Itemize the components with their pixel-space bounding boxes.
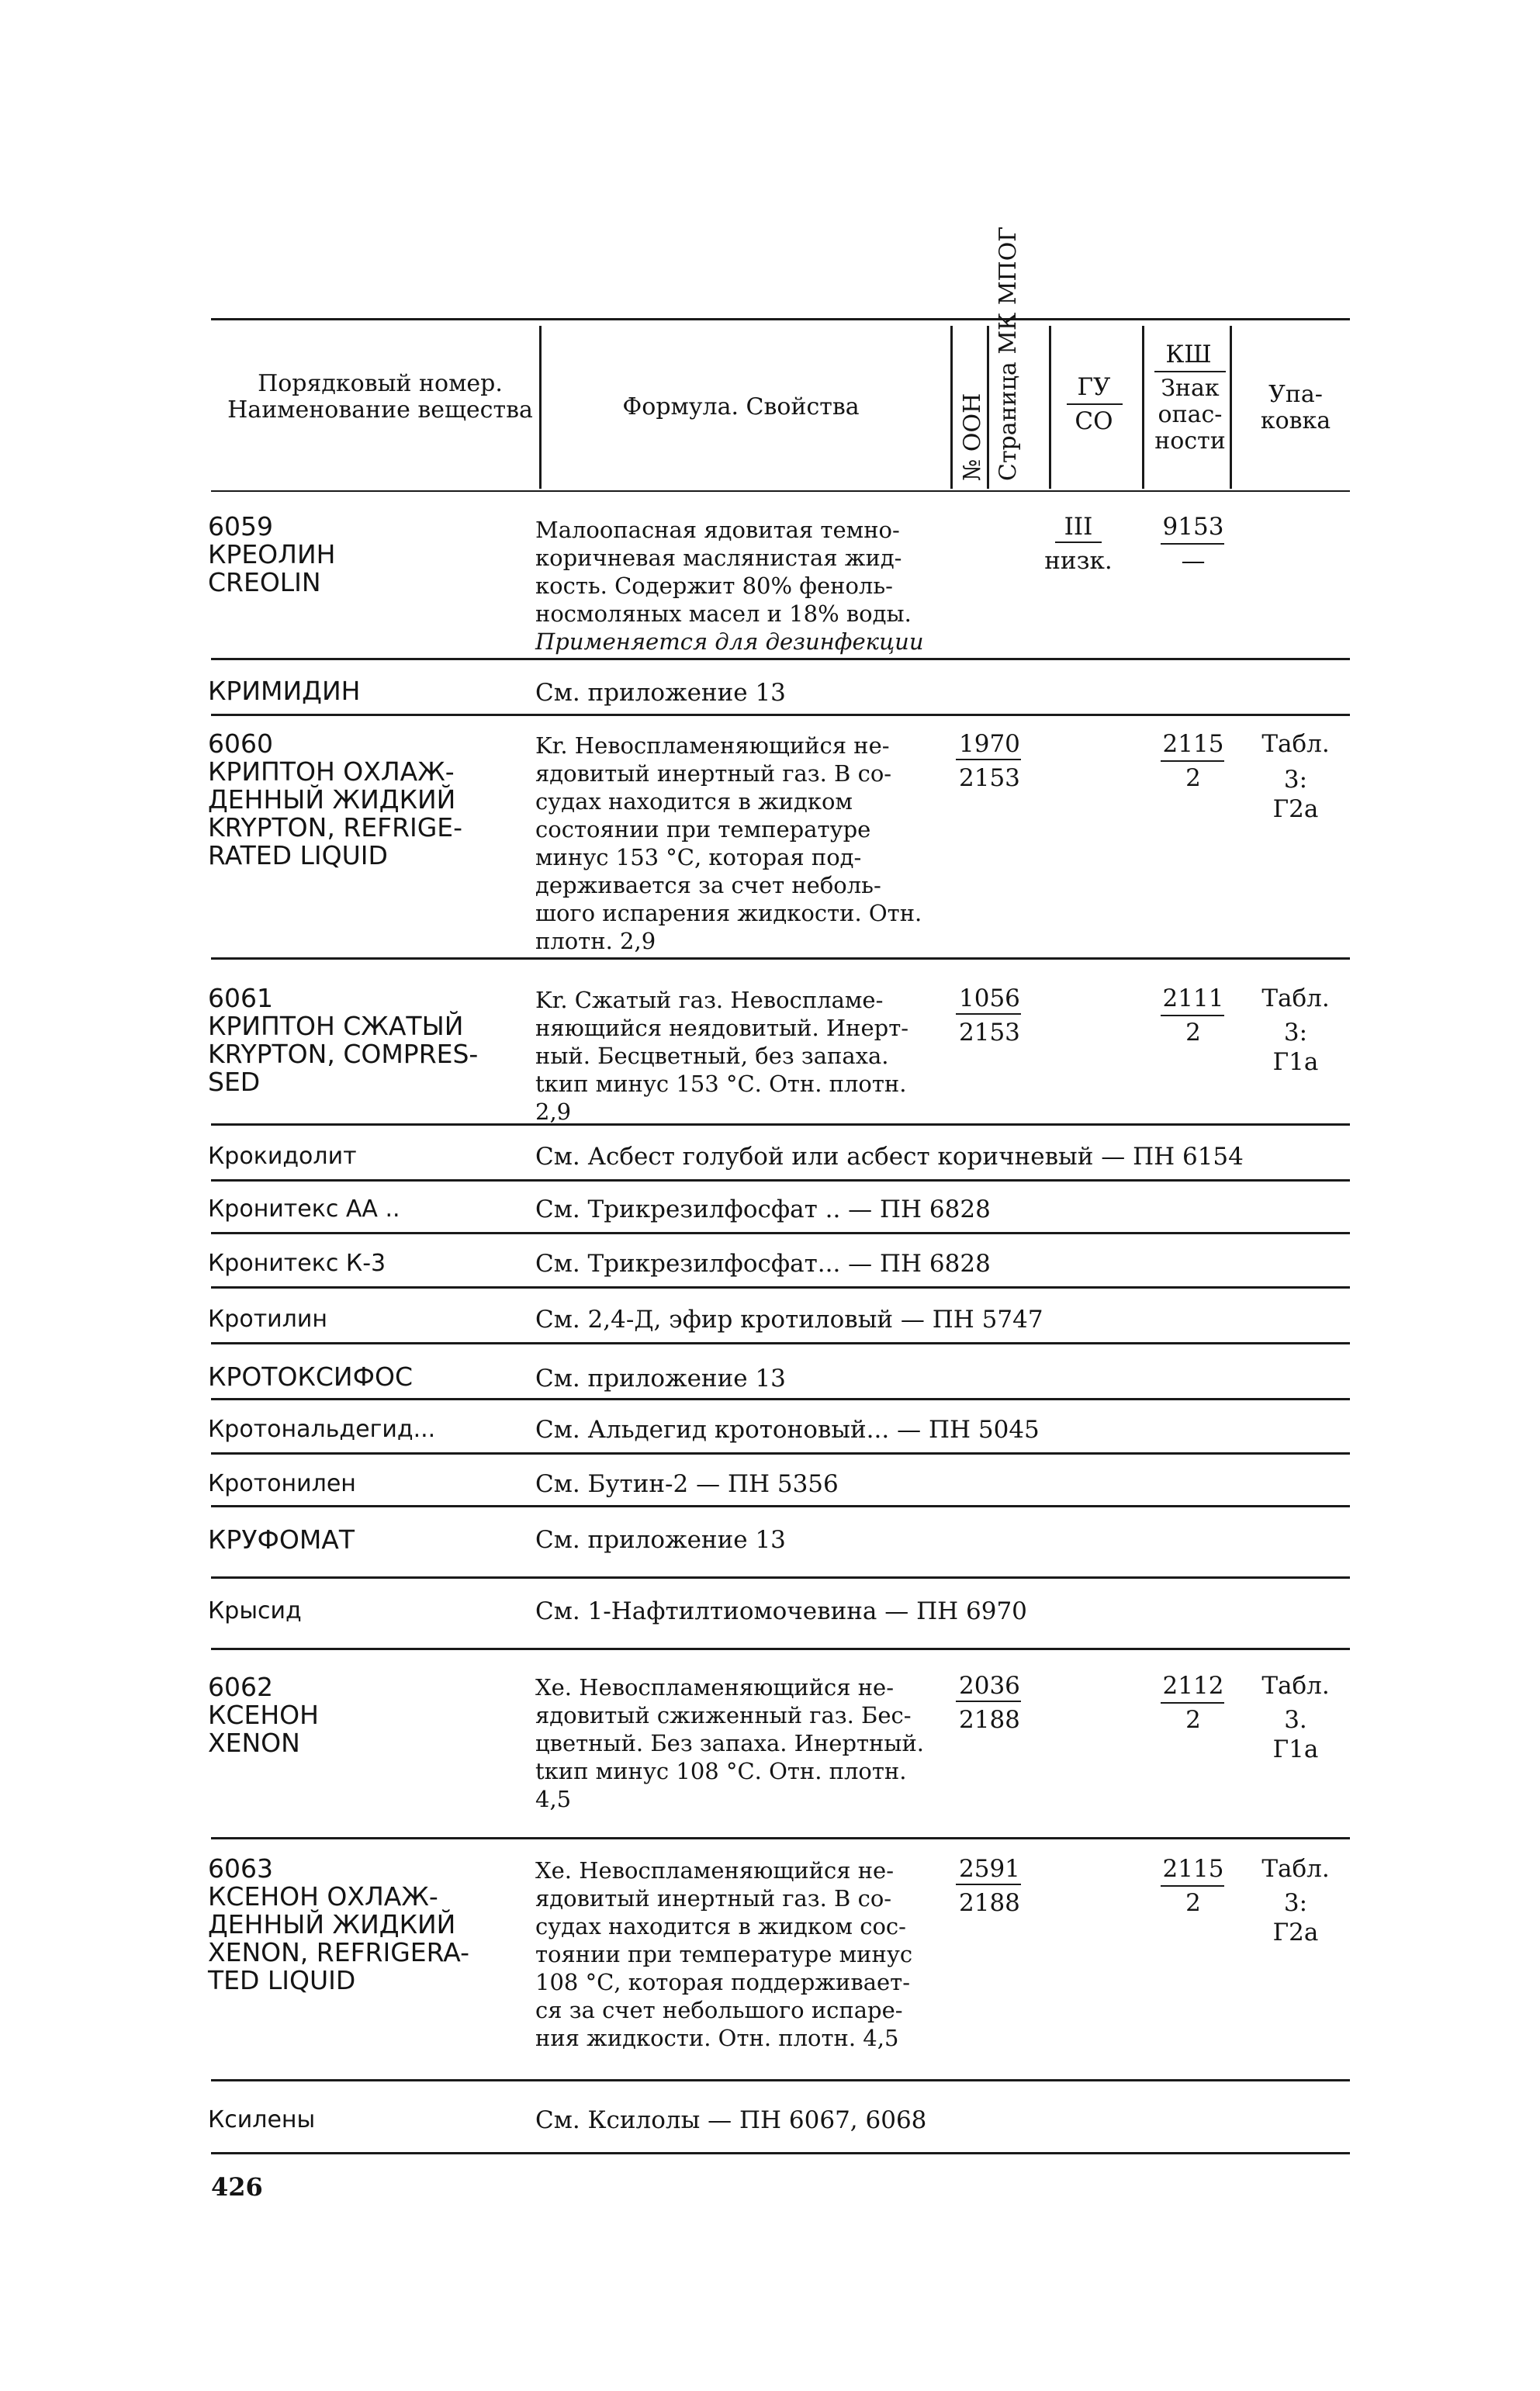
entry-name: TED LIQUID <box>208 1965 356 1995</box>
row-rule <box>211 714 1350 716</box>
ref-text: См. Бутин-2 — ПН 5356 <box>535 1470 839 1498</box>
frac-rule <box>1055 542 1102 543</box>
ref-name: Кронитекс К-3 <box>208 1250 386 1277</box>
entry-props-line: цветный. Без запаха. Инертный. <box>535 1730 925 1756</box>
entry-props-line: кость. Содержит 80% феноль- <box>535 573 893 599</box>
entry-props-line: ный. Бесцветный, без запаха. <box>535 1043 889 1069</box>
header-col-gu: ГУ <box>1077 373 1111 401</box>
entry-name: SED <box>208 1067 261 1097</box>
entry-name: КРИПТОН ОХЛАЖ- <box>208 756 455 787</box>
entry-ksh: 2112 <box>1162 1672 1224 1700</box>
row-rule <box>211 1286 1350 1289</box>
entry-znak: 2 <box>1185 764 1201 792</box>
entry-id: 6061 <box>208 983 273 1013</box>
ref-text: См. Альдегид кротоновый... — ПН 5045 <box>535 1416 1040 1444</box>
entry-pack: Г1а <box>1272 1735 1319 1763</box>
entry-props-line: Kr. Сжатый газ. Невоспламе- <box>535 987 884 1013</box>
header-divider <box>1142 326 1144 489</box>
entry-props-line: минус 153 °С, которая под- <box>535 844 862 870</box>
header-divider <box>987 326 989 489</box>
entry-props-line: судах находится в жидком сос- <box>535 1913 906 1939</box>
entry-znak: 2 <box>1185 1019 1201 1047</box>
header-col-ksh: КШ <box>1165 341 1212 369</box>
ref-name: КРИМИДИН <box>208 676 361 706</box>
entry-pack: 3. <box>1284 1706 1307 1734</box>
frac-rule <box>1161 1885 1224 1887</box>
frac-rule <box>1161 1702 1224 1704</box>
entry-pack: Табл. <box>1261 1672 1330 1700</box>
entry-pack: Г2а <box>1272 1919 1319 1946</box>
ref-name: Ксилены <box>208 2106 316 2133</box>
header-divider <box>1049 326 1051 489</box>
entry-page: 2188 <box>959 1706 1020 1734</box>
entry-page: 2153 <box>959 764 1020 792</box>
entry-props-line: Xe. Невоспламеняющийся не- <box>535 1857 895 1884</box>
ref-name: КРУФОМАТ <box>208 1524 355 1555</box>
header-bottom-rule <box>211 490 1350 492</box>
frac-rule <box>956 1013 1021 1015</box>
row-rule <box>211 1398 1350 1400</box>
entry-name: КСЕНОН ОХЛАЖ- <box>208 1881 438 1912</box>
ref-text: См. 1-Нафтилтиомочевина — ПН 6970 <box>535 1597 1027 1625</box>
entry-props-line: Kr. Невоспламеняющийся не- <box>535 732 890 759</box>
entry-props-line: ядовитый инертный газ. В со- <box>535 760 892 787</box>
entry-pack: Г2а <box>1272 795 1319 823</box>
entry-gu: III <box>1064 513 1093 541</box>
entry-props-line: Малоопасная ядовитая темно- <box>535 517 900 543</box>
entry-name: КСЕНОН <box>208 1700 319 1730</box>
header-divider <box>539 326 542 489</box>
ref-name: КРОТОКСИФОС <box>208 1362 414 1392</box>
header-divider <box>1230 326 1232 489</box>
ref-text: См. Ксилолы — ПН 6067, 6068 <box>535 2106 927 2134</box>
ref-name: Кротилин <box>208 1306 327 1333</box>
entry-name: ДЕННЫЙ ЖИДКИЙ <box>208 1909 456 1939</box>
entry-props-line: ядовитый инертный газ. В со- <box>535 1885 892 1912</box>
row-rule <box>211 1576 1350 1579</box>
frac-rule <box>1161 543 1224 545</box>
header-divider <box>950 326 953 489</box>
entry-id: 6060 <box>208 728 273 759</box>
entry-ksh: 2111 <box>1162 984 1224 1012</box>
entry-id: 6063 <box>208 1853 273 1884</box>
frac-rule <box>956 1884 1021 1885</box>
row-rule <box>211 1648 1350 1650</box>
ref-name: Кротонилен <box>208 1470 356 1497</box>
row-rule <box>211 1837 1350 1839</box>
entry-props-line: носмоляных масел и 18% воды. <box>535 600 912 627</box>
row-rule <box>211 1452 1350 1455</box>
header-frac-rule <box>1067 403 1123 405</box>
entry-oon: 1970 <box>959 730 1020 758</box>
entry-pack: 3: <box>1283 1019 1308 1047</box>
row-rule <box>211 1232 1350 1234</box>
row-rule <box>211 2152 1350 2154</box>
entry-props-line: 108 °С, которая поддерживает- <box>535 1969 911 1995</box>
entry-props-line: шого испарения жидкости. Отн. <box>535 900 922 926</box>
ref-name: Крысид <box>208 1597 302 1625</box>
ref-text: См. 2,4-Д, эфир кротиловый — ПН 5747 <box>535 1306 1043 1334</box>
entry-props-line: Xe. Невоспламеняющийся не- <box>535 1674 895 1701</box>
top-rule <box>211 318 1350 320</box>
entry-ksh: 2115 <box>1162 730 1224 758</box>
frac-rule <box>956 1701 1021 1702</box>
header-col-pack: Упа- ковка <box>1260 381 1331 434</box>
row-rule <box>211 1342 1350 1344</box>
header-col-formula: Формула. Свойства <box>622 393 860 420</box>
entry-props-line: тоянии при температуре минус <box>535 1941 913 1967</box>
header-col-oon: № ООН <box>959 393 986 481</box>
entry-pack: 3: <box>1283 1889 1308 1917</box>
entry-props-line: держивается за счет неболь- <box>535 872 881 898</box>
entry-page: 2188 <box>959 1889 1020 1917</box>
entry-oon: 2591 <box>959 1855 1020 1883</box>
ref-text: См. Трикрезилфосфат .. — ПН 6828 <box>535 1196 991 1223</box>
entry-props-line: tкип минус 153 °С. Отн. плотн. <box>535 1071 907 1097</box>
entry-props-line: коричневая маслянистая жид- <box>535 545 902 571</box>
ref-text: См. приложение 13 <box>535 679 786 707</box>
ref-text: См. приложение 13 <box>535 1365 786 1393</box>
entry-props-line: Применяется для дезинфекции <box>535 628 924 655</box>
frac-rule <box>956 759 1021 760</box>
entry-name-en: CREOLIN <box>208 567 321 597</box>
row-rule <box>211 2079 1350 2081</box>
row-rule <box>211 957 1350 960</box>
frac-rule <box>1161 1015 1224 1016</box>
entry-name-ru: КРЕОЛИН <box>208 539 336 569</box>
entry-pack: Табл. <box>1261 1855 1330 1883</box>
page-number: 426 <box>211 2172 263 2202</box>
entry-props-line: 4,5 <box>535 1786 572 1812</box>
ref-name: Крокидолит <box>208 1143 357 1170</box>
ref-text: См. приложение 13 <box>535 1526 786 1554</box>
entry-props-line: tкип минус 108 °С. Отн. плотн. <box>535 1758 907 1784</box>
header-col-co: СО <box>1075 407 1113 435</box>
entry-ksh: 9153 <box>1162 513 1224 541</box>
entry-znak: 2 <box>1185 1889 1201 1917</box>
entry-name: XENON, REFRIGERA- <box>208 1937 469 1967</box>
entry-page: 2153 <box>959 1019 1020 1047</box>
ref-text: См. Асбест голубой или асбест коричневый — ПН 6154 <box>535 1143 1244 1171</box>
entry-props-line: судах находится в жидком <box>535 788 853 815</box>
entry-props-line: ся за счет небольшого испаре- <box>535 1997 903 2023</box>
header-col-page: Страница МК МПОГ <box>995 226 1022 481</box>
entry-pack: Г1а <box>1272 1048 1319 1076</box>
entry-props-line: няющийся неядовитый. Инерт- <box>535 1015 909 1041</box>
entry-ksh: 2115 <box>1162 1855 1224 1883</box>
entry-props-line: состоянии при температуре <box>535 816 871 843</box>
header-col-znak: Знак опас- ности <box>1154 375 1226 455</box>
entry-props-line: ядовитый сжиженный газ. Бес- <box>535 1702 912 1728</box>
entry-name: KRYPTON, REFRIGE- <box>208 812 463 843</box>
entry-props-line: 2,9 <box>535 1099 572 1125</box>
ref-name: Кротональдегид... <box>208 1416 436 1443</box>
entry-id: 6059 <box>208 511 273 542</box>
entry-pack: Табл. <box>1261 730 1330 758</box>
row-rule <box>211 658 1350 660</box>
entry-name: XENON <box>208 1728 300 1758</box>
entry-id: 6062 <box>208 1672 273 1702</box>
entry-oon: 1056 <box>959 984 1020 1012</box>
ref-text: См. Трикрезилфосфат... — ПН 6828 <box>535 1250 991 1278</box>
row-rule <box>211 1179 1350 1182</box>
row-rule <box>211 1123 1350 1126</box>
entry-pack: Табл. <box>1261 984 1330 1012</box>
header-frac-rule <box>1154 371 1226 372</box>
entry-props-line: ния жидкости. Отн. плотн. 4,5 <box>535 2025 899 2051</box>
entry-pack: 3: <box>1283 766 1308 794</box>
entry-name: RATED LIQUID <box>208 840 388 870</box>
entry-oon: 2036 <box>959 1672 1020 1700</box>
entry-znak: — <box>1181 547 1206 575</box>
row-rule <box>211 1505 1350 1507</box>
entry-props-line: плотн. 2,9 <box>535 928 656 954</box>
entry-name: KRYPTON, COMPRES- <box>208 1039 479 1069</box>
entry-name: КРИПТОН СЖАТЫЙ <box>208 1011 464 1041</box>
ref-name: Кронитекс АА .. <box>208 1196 400 1223</box>
entry-co: низк. <box>1044 547 1113 575</box>
header-col-name: Порядковый номер. Наименование вещества <box>227 370 533 424</box>
frac-rule <box>1161 760 1224 762</box>
entry-name: ДЕННЫЙ ЖИДКИЙ <box>208 784 456 815</box>
entry-znak: 2 <box>1185 1706 1201 1734</box>
